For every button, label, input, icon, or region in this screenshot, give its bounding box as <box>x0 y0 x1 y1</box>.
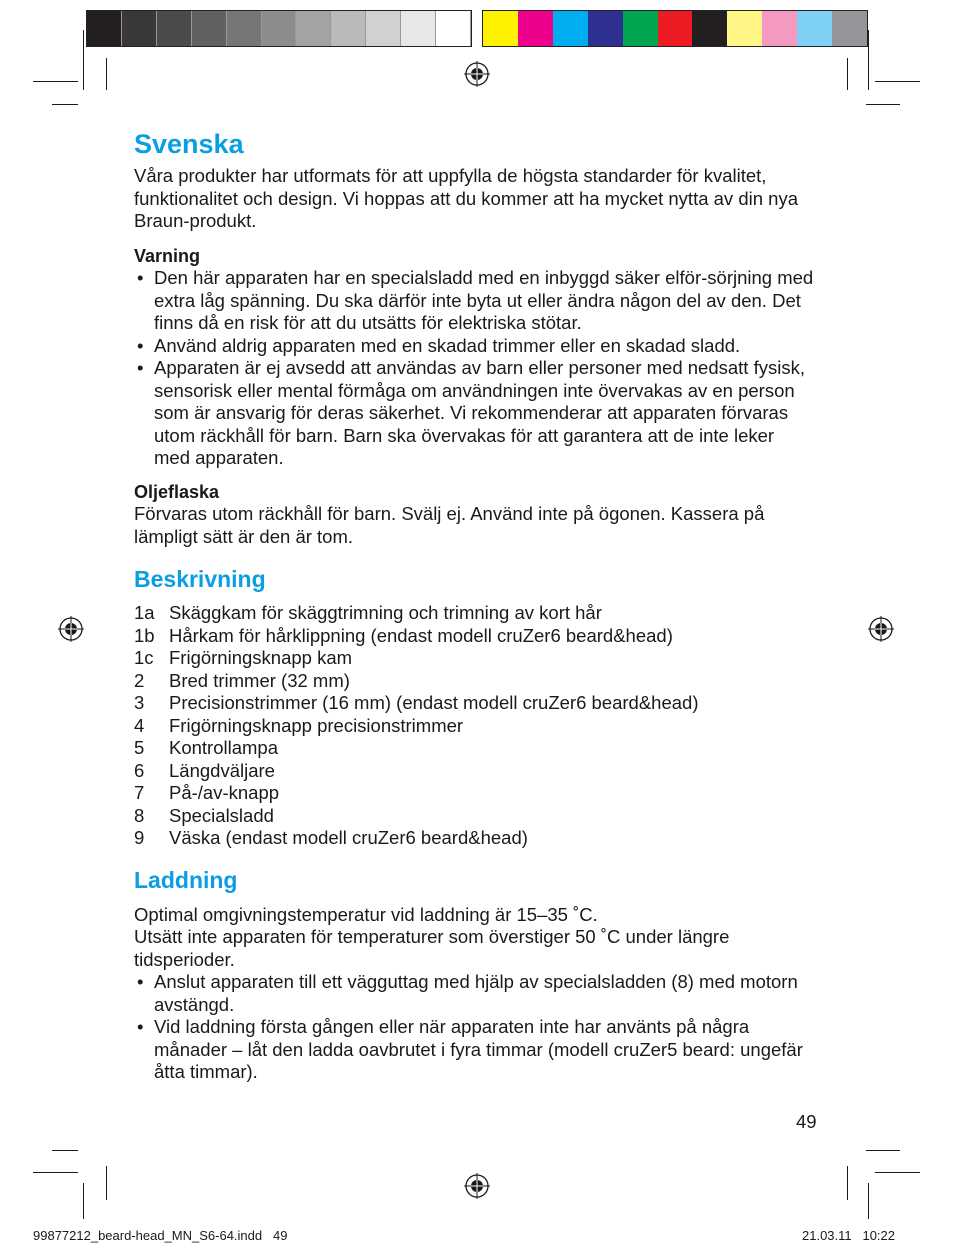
crop-mark <box>868 1183 869 1219</box>
color-swatch <box>658 11 693 46</box>
list-item: 1a Skäggkam för skäggtrimning och trimning av kort hår <box>134 602 602 623</box>
list-item: 3 Precisionstrimmer (16 mm) (endast modell cruZer6 beard&head) <box>134 692 699 713</box>
color-swatch <box>727 11 762 46</box>
color-swatch <box>623 11 658 46</box>
crop-mark <box>847 1166 848 1200</box>
crop-mark <box>106 1166 107 1200</box>
color-swatch <box>436 11 471 46</box>
color-swatch <box>692 11 727 46</box>
list-item: 4 Frigörningsknapp precisionstrimmer <box>134 714 464 736</box>
color-swatch <box>296 11 331 46</box>
crop-mark <box>52 1150 78 1151</box>
color-swatch <box>797 11 832 46</box>
color-swatch <box>157 11 192 46</box>
crop-mark <box>868 30 869 90</box>
page-number: 49 <box>796 1111 817 1132</box>
warning-heading: Varning <box>134 245 201 266</box>
page-content <box>134 126 814 1084</box>
color-swatch <box>262 11 297 46</box>
registration-mark-icon <box>464 1173 490 1199</box>
list-item: 7 På-/av-knapp <box>134 782 280 803</box>
color-swatch <box>122 11 157 46</box>
slug-file-info: 99877212_beard-head_MN_S6-64.indd 49 <box>33 1228 288 1243</box>
color-swatch <box>553 11 588 46</box>
description-list <box>134 602 814 850</box>
list-item: 1b Hårkam för hårklippning (endast modell cruZer6 beard&head) <box>134 624 673 646</box>
registration-mark-icon <box>58 616 84 642</box>
crop-mark <box>33 1172 78 1173</box>
color-swatch <box>331 11 366 46</box>
process-color-bar <box>482 10 868 47</box>
grayscale-color-bar <box>86 10 472 47</box>
color-swatch <box>832 11 867 46</box>
crop-mark <box>875 1172 920 1173</box>
list-item: 5 Kontrollampa <box>134 737 279 758</box>
page-title: Svenska <box>134 129 244 159</box>
color-swatch <box>401 11 436 46</box>
color-swatch <box>762 11 797 46</box>
crop-mark <box>106 58 107 90</box>
oil-heading: Oljeflaska <box>134 481 220 502</box>
list-item: • Apparaten är ej avsedd att användas av barn eller personer med nedsatt fysisk, sensorisk eller mental förmåga om användningen inte övervakas av en person som är ansvarig för deras säkerhet. Vi rekommenderar att apparaten förvaras utom räckhåll för barn. Barn ska övervakas för att garantera att de inte leker med apparaten. <box>134 357 814 470</box>
list-item: • Den här apparaten har en specialsladd med en inbyggd säker elför-sörjning med extra låg spänning. Du ska därför inte byta ut eller ändra någon del av den. Det finns då en risk för att du utsätts för elektriska stötar. <box>134 267 814 335</box>
warning-list <box>134 267 814 470</box>
list-item: • Använd aldrig apparaten med en skadad trimmer eller en skadad sladd. <box>134 335 814 358</box>
list-item: 9 Väska (endast modell cruZer6 beard&head) <box>134 827 528 848</box>
color-swatch <box>483 11 518 46</box>
list-item: 2 Bred trimmer (32 mm) <box>134 669 350 691</box>
crop-mark <box>83 30 84 90</box>
registration-mark-icon <box>464 61 490 87</box>
list-item: 6 Längdväljare <box>134 759 275 781</box>
charging-heading: Laddning <box>134 866 238 893</box>
charging-list <box>134 971 814 1084</box>
crop-mark <box>875 81 920 82</box>
list-item: • Vid laddning första gången eller när apparaten inte har använts på några månader – låt den ladda oavbrutet i fyra timmar (modell cruZer5 beard: ungefär åtta timmar). <box>134 1016 814 1084</box>
crop-mark <box>847 58 848 90</box>
color-swatch <box>192 11 227 46</box>
slug-date: 21.03.11 10:22 <box>802 1228 896 1243</box>
color-swatch <box>518 11 553 46</box>
crop-mark <box>33 81 78 82</box>
list-item: 1c Frigörningsknapp kam <box>134 647 353 668</box>
oil-paragraph: Förvaras utom räckhåll för barn. Svälj ej. Använd inte på ögonen. Kassera på lämpligt sätt är den är tom. <box>134 503 765 547</box>
crop-mark <box>52 104 78 105</box>
crop-mark <box>866 1150 900 1151</box>
color-swatch <box>366 11 401 46</box>
charging-line-1: Optimal omgivningstemperatur vid laddning är 15–35 ˚C. <box>134 903 598 925</box>
description-heading: Beskrivning <box>134 566 266 592</box>
crop-mark <box>83 1183 84 1219</box>
color-swatch <box>87 11 122 46</box>
intro-paragraph: Våra produkter har utformats för att uppfylla de högsta standarder för kvalitet, funktionalitet och design. Vi hoppas att du kommer att ha mycket nytta av din nya Braun-produkt. <box>134 165 798 231</box>
list-item: • Anslut apparaten till ett vägguttag med hjälp av specialsladden (8) med motorn avstängd. <box>134 971 814 1016</box>
crop-mark <box>866 104 900 105</box>
color-swatch <box>588 11 623 46</box>
list-item: 8 Specialsladd <box>134 804 274 826</box>
registration-mark-icon <box>868 616 894 642</box>
charging-line-2: Utsätt inte apparaten för temperaturer som överstiger 50 ˚C under längre tidsperioder. <box>134 926 730 970</box>
color-swatch <box>227 11 262 46</box>
